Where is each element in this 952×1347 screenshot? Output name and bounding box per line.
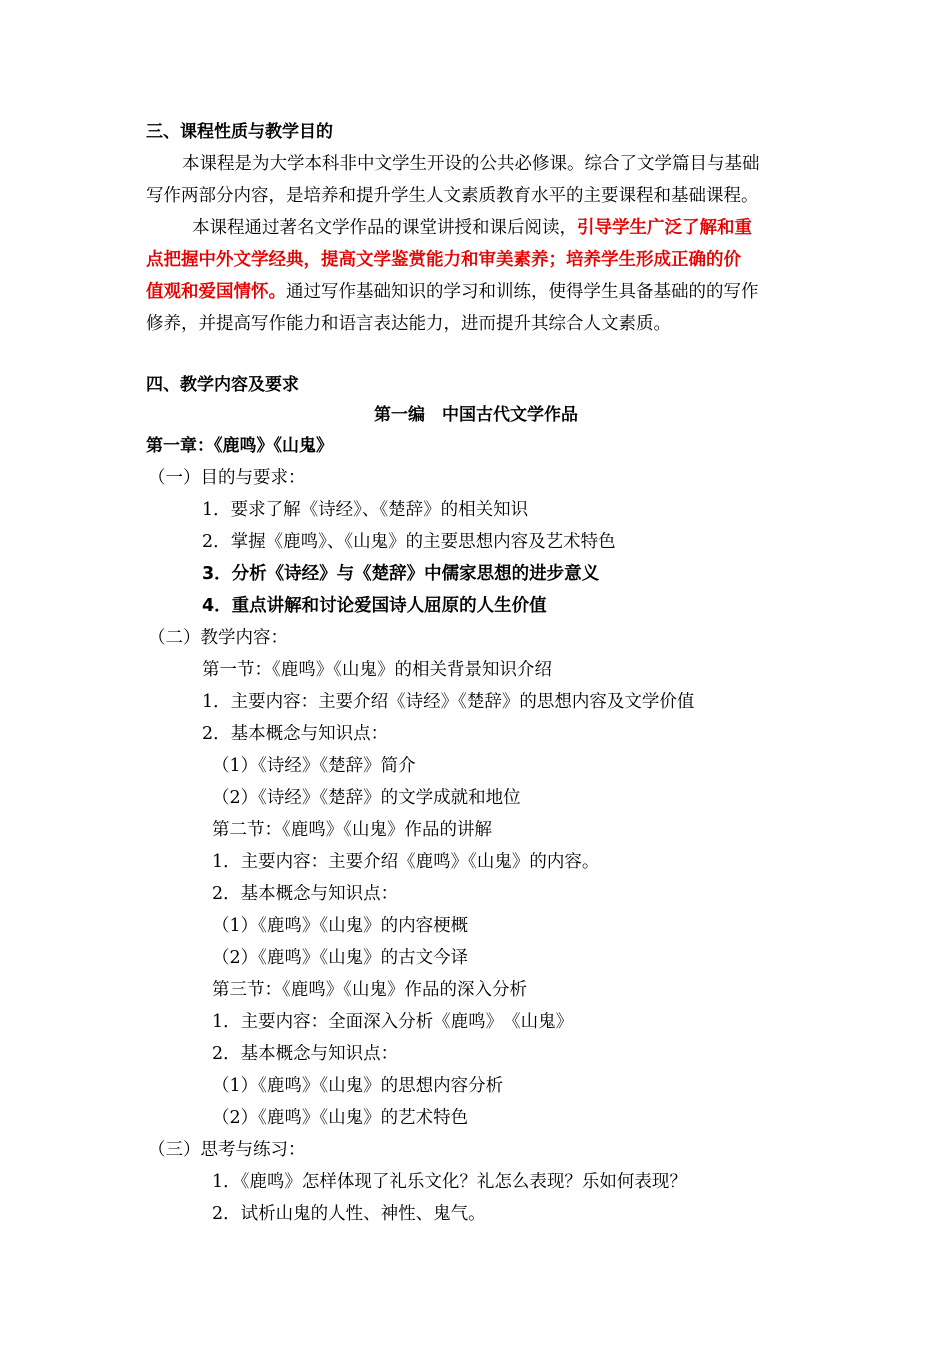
exercise-1: 1．《鹿鸣》怎样体现了礼乐文化？礼怎么表现？乐如何表现？ [212,1172,687,1192]
lesson1-title: 第一节：《鹿鸣》《山鬼》的相关背景知识介绍 [202,660,552,680]
lesson3-point-1: （1）《鹿鸣》《山鬼》的思想内容分析 [212,1076,504,1096]
p2-line1-emphasis: 引导学生广泛了解和重 [577,218,752,238]
chapter-title: 第一章：《鹿鸣》《山鬼》 [146,436,333,456]
section3-p2-line1 [192,216,752,240]
goal-4: 4．重点讲解和讨论爱国诗人屈原的人生价值 [202,596,547,616]
lesson3-main: 1．主要内容：全面深入分析《鹿鸣》 《山鬼》 [212,1012,574,1032]
lesson1-main: 1．主要内容：主要介绍《诗经》《楚辞》的思想内容及文学价值 [202,692,695,712]
subheading-exercises: （三）思考与练习： [148,1140,306,1160]
section3-p1-line2: 写作两部分内容，是培养和提升学生人文素质教育水平的主要课程和基础课程。 [146,186,759,206]
lesson3-concepts: 2．基本概念与知识点： [212,1044,399,1064]
lesson2-concepts: 2．基本概念与知识点： [212,884,399,904]
lesson2-point-2: （2）《鹿鸣》《山鬼》的古文今译 [212,948,469,968]
lesson1-point-1: （1）《诗经》《楚辞》简介 [212,756,416,776]
section3-p1-line1: 本课程是为大学本科非中文学生开设的公共必修课。综合了文学篇目与基础 [182,154,760,174]
p2-line3-emphasis: 值观和爱国情怀。 [146,282,286,302]
section3-p2-line3 [146,280,759,304]
subheading-goals: （一）目的与要求： [148,468,306,488]
p2-line1-normal: 本课程通过著名文学作品的课堂讲授和课后阅读， [192,218,577,238]
lesson2-point-1: （1）《鹿鸣》《山鬼》的内容梗概 [212,916,469,936]
part-title: 第一编 中国古代文学作品 [374,405,578,425]
lesson1-point-2: （2）《诗经》《楚辞》的文学成就和地位 [212,788,521,808]
goal-3: 3．分析《诗经》与《楚辞》中儒家思想的进步意义 [202,564,600,584]
p2-line3-normal: 通过写作基础知识的学习和训练，使得学生具备基础的的写作 [286,282,759,302]
section3-p2-line2: 点把握中外文学经典，提高文学鉴赏能力和审美素养；培养学生形成正确的价 [146,250,741,270]
subheading-content: （二）教学内容： [148,628,288,648]
lesson3-point-2: （2）《鹿鸣》《山鬼》的艺术特色 [212,1108,469,1128]
lesson2-title: 第二节：《鹿鸣》《山鬼》作品的讲解 [212,820,492,840]
lesson3-title: 第三节：《鹿鸣》《山鬼》作品的深入分析 [212,980,527,1000]
section3-p2-line4: 修养，并提高写作能力和语言表达能力，进而提升其综合人文素质。 [146,314,671,334]
exercise-2: 2．试析山鬼的人性、神性、鬼气。 [212,1204,486,1224]
goal-1: 1．要求了解《诗经》、《楚辞》的相关知识 [202,500,529,520]
lesson2-main: 1．主要内容：主要介绍《鹿鸣》《山鬼》的内容。 [212,852,600,872]
section4-heading: 四、教学内容及要求 [146,375,299,395]
goal-2: 2．掌握《鹿鸣》、《山鬼》的主要思想内容及艺术特色 [202,532,616,552]
section3-heading: 三、课程性质与教学目的 [146,122,333,142]
lesson1-concepts: 2．基本概念与知识点： [202,724,389,744]
